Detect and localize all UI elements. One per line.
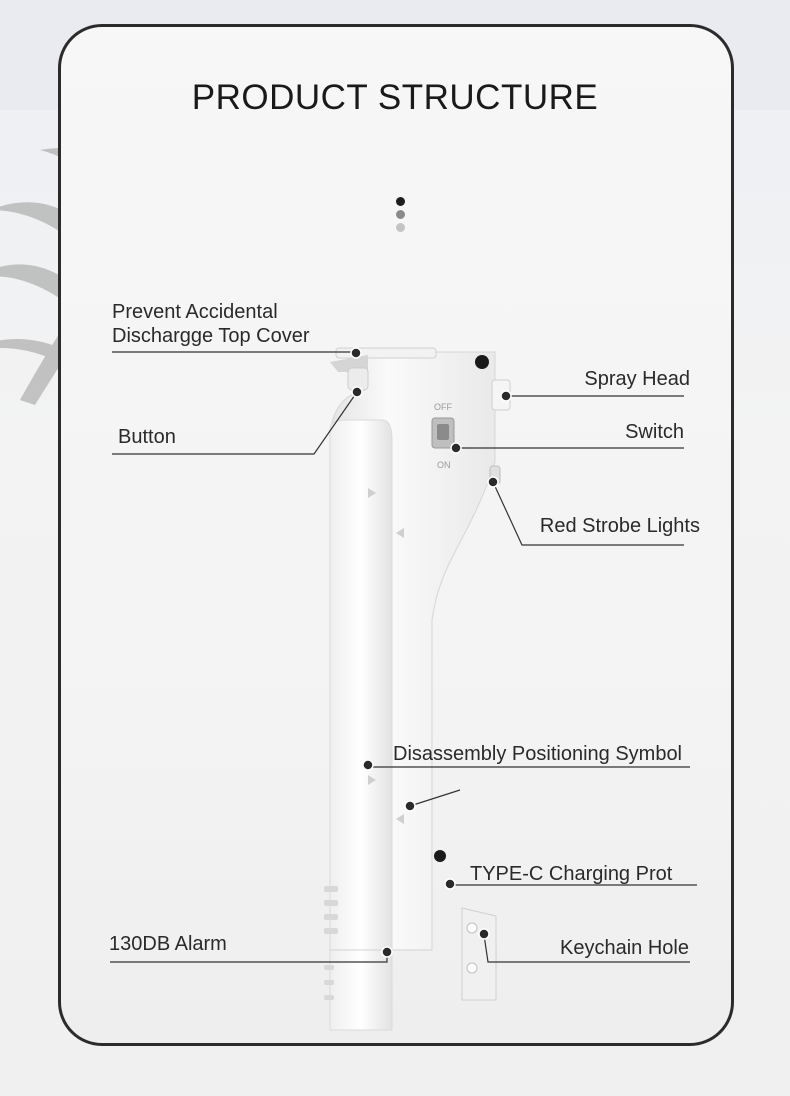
marker-button [352,387,362,397]
label-type-c: TYPE-C Charging Prot [470,863,673,885]
label-top-cover [112,300,310,348]
switch-off-text: OFF [434,402,452,412]
marker-switch [451,443,461,453]
marker-red-strobe [488,477,498,487]
marker-type-c [445,879,455,889]
marker-disassembly-2 [405,801,415,811]
device-illustration [324,348,510,1030]
marker-disassembly [363,760,373,770]
label-disassembly: Disassembly Positioning Symbol [393,743,683,765]
switch-on-text: ON [437,460,451,470]
label-top-cover-line1: Prevent Accidental [112,301,278,323]
label-switch: Switch [625,421,684,443]
label-button: Button [118,426,176,448]
marker-spray-head [501,391,511,401]
label-keychain: Keychain Hole [560,937,689,959]
label-red-strobe: Red Strobe Lights [539,515,700,537]
marker-keychain [479,929,489,939]
label-alarm: 130DB Alarm [109,933,227,955]
marker-top-cover [351,348,361,358]
marker-alarm [382,947,392,957]
page-title: PRODUCT STRUCTURE [191,78,599,117]
label-top-cover-line2: Dischargge Top Cover [112,325,310,347]
label-spray-head: Spray Head [584,368,690,390]
